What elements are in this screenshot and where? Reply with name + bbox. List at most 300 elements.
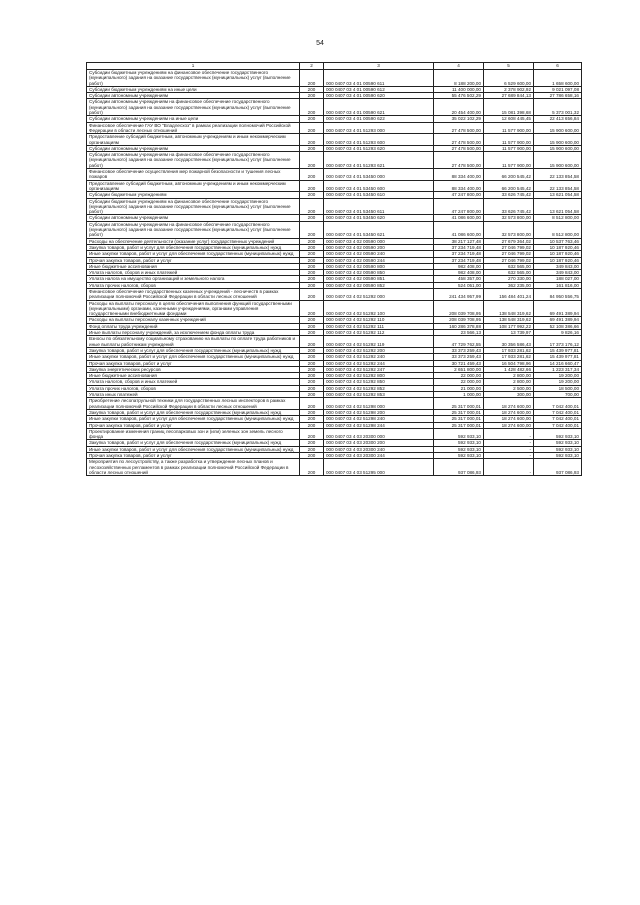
row-approved-amount: 47 729 762,55 [434, 336, 484, 348]
row-budget-code: 000 0407 03 4 02 51292 000 [324, 288, 434, 300]
table-row [87, 459, 582, 476]
row-budget-code: 000 0407 03 4 02 51292 100 [324, 300, 434, 317]
table-row [87, 198, 582, 215]
row-executed-amount: 30 356 586,43 [484, 336, 534, 348]
row-description: Предоставление субсидий бюджетным, автономным учреждениям и иным некоммерческим организациям [87, 134, 300, 146]
row-executed-amount: 18 274 600,00 [484, 416, 534, 422]
row-unexecuted-amount: 13 621 054,58 [534, 192, 582, 198]
row-approved-amount: 25 317 000,01 [434, 398, 484, 410]
column-header: 1 [87, 63, 300, 70]
table-row [87, 366, 582, 372]
row-description: Иные закупки товаров, работ и услуг для обеспечения государственных (муниципальных) нужд [87, 251, 300, 257]
row-approved-amount: 27 478 500,00 [434, 134, 484, 146]
table-row [87, 251, 582, 257]
row-unexecuted-amount: 19 200,00 [534, 373, 582, 379]
row-line-code: 200 [300, 263, 324, 269]
row-line-code: 200 [300, 270, 324, 276]
row-approved-amount: 33 373 259,43 [434, 354, 484, 360]
row-budget-code: 000 0407 03 4 01 53450 621 [324, 221, 434, 238]
row-budget-code: 000 0407 03 4 02 00590 240 [324, 251, 434, 257]
row-unexecuted-amount: 19 200,00 [534, 379, 582, 385]
row-approved-amount: 88 334 400,00 [434, 169, 484, 181]
row-unexecuted-amount: 15 900 600,00 [534, 122, 582, 134]
row-line-code: 200 [300, 122, 324, 134]
row-executed-amount: - [484, 440, 534, 446]
row-unexecuted-amount: 7 042 400,01 [534, 398, 582, 410]
row-unexecuted-amount: 15 900 600,00 [534, 152, 582, 169]
row-budget-code: 000 0407 03 4 01 51293 620 [324, 145, 434, 151]
row-unexecuted-amount: 9 826,16 [534, 330, 582, 336]
row-executed-amount: 27 046 799,02 [484, 244, 534, 250]
row-unexecuted-amount: 937 086,93 [534, 459, 582, 476]
row-line-code: 200 [300, 323, 324, 329]
row-budget-code: 000 0407 03 4 01 00590 611 [324, 70, 434, 87]
row-executed-amount: 6 529 600,00 [484, 70, 534, 87]
row-budget-code: 000 0407 03 4 02 51292 111 [324, 323, 434, 329]
row-executed-amount: 2 378 902,92 [484, 86, 534, 92]
row-executed-amount: 300,00 [484, 392, 534, 398]
row-unexecuted-amount: 161 816,00 [534, 282, 582, 288]
row-description: Прочая закупка товаров, работ и услуг [87, 257, 300, 263]
row-executed-amount: 33 626 745,42 [484, 198, 534, 215]
table-row [87, 152, 582, 169]
row-description: Предоставление субсидий бюджетным, автономным учреждениям и иным некоммерческим организациям [87, 180, 300, 192]
row-executed-amount: 632 565,00 [484, 270, 534, 276]
row-executed-amount: 2 800,00 [484, 373, 534, 379]
row-budget-code: 000 0407 03 4 02 51292 110 [324, 317, 434, 323]
table-row [87, 122, 582, 134]
row-budget-code: 000 0407 03 4 02 51298 244 [324, 422, 434, 428]
table-row [87, 70, 582, 87]
row-budget-code: 000 0407 03 4 02 51292 119 [324, 336, 434, 348]
row-line-code: 200 [300, 366, 324, 372]
row-executed-amount: 12 608 445,45 [484, 116, 534, 122]
row-description: Приобретение лесопатрульной техники для государственных лесных инспекторов в рамках реализации полномочий Российской Федерации в области лесных отношений [87, 398, 300, 410]
row-line-code: 200 [300, 244, 324, 250]
row-unexecuted-amount: 14 216 660,47 [534, 360, 582, 366]
row-unexecuted-amount: 188 027,00 [534, 276, 582, 282]
row-executed-amount: 15 081 398,68 [484, 99, 534, 116]
row-budget-code: 000 0407 03 4 02 00590 850 [324, 270, 434, 276]
row-description: Закупка энергетических ресурсов [87, 366, 300, 372]
table-row [87, 221, 582, 238]
row-unexecuted-amount: 5 373 001,32 [534, 99, 582, 116]
row-executed-amount: 108 177 992,22 [484, 323, 534, 329]
table-row [87, 428, 582, 440]
table-row [87, 244, 582, 250]
row-description: Закупка товаров, работ и услуг для обеспечения государственных (муниципальных) нужд [87, 347, 300, 353]
row-approved-amount: 458 357,00 [434, 276, 484, 282]
row-description: Финансовое обеспечение ГАУ ВО "Владлесхоз" в рамках реализации полномочий Российской Федерации в области лесных отношений [87, 122, 300, 134]
row-line-code: 200 [300, 300, 324, 317]
column-header: 5 [484, 63, 534, 70]
row-executed-amount: 11 577 900,00 [484, 134, 534, 146]
row-unexecuted-amount: 700,00 [534, 392, 582, 398]
row-executed-amount: 27 046 799,02 [484, 257, 534, 263]
row-description: Субсидии бюджетным учреждениям [87, 192, 300, 198]
table-row [87, 192, 582, 198]
row-line-code: 200 [300, 198, 324, 215]
row-unexecuted-amount: 69 491 389,94 [534, 300, 582, 317]
row-description: Прочая закупка товаров, работ и услуг [87, 360, 300, 366]
row-description: Субсидии бюджетным учреждениям на иные цели [87, 86, 300, 92]
row-executed-amount: 632 565,00 [484, 263, 534, 269]
row-approved-amount: 47 247 800,00 [434, 192, 484, 198]
table-row [87, 215, 582, 221]
row-approved-amount: 47 247 800,00 [434, 198, 484, 215]
row-description: Прочая закупка товаров, работ и услуг [87, 422, 300, 428]
row-budget-code: 000 0407 03 4 01 53450 000 [324, 169, 434, 181]
row-budget-code: 000 0407 03 4 02 51298 000 [324, 398, 434, 410]
row-budget-code: 000 0407 03 4 02 51292 247 [324, 366, 434, 372]
row-unexecuted-amount: 592 933,10 [534, 440, 582, 446]
row-line-code: 200 [300, 251, 324, 257]
row-budget-code: 000 0407 03 4 01 00590 622 [324, 116, 434, 122]
row-approved-amount: 25 317 000,01 [434, 422, 484, 428]
row-approved-amount: 37 234 719,48 [434, 244, 484, 250]
row-description: Уплата налогов, сборов и иных платежей [87, 270, 300, 276]
column-header: 4 [434, 63, 484, 70]
row-description: Субсидии автономным учреждениям [87, 145, 300, 151]
row-description: Субсидии автономным учреждениям на финансовое обеспечение государственного (муниципального) задания на оказание государственных (муниципальных) услуг (выполнение работ) [87, 221, 300, 238]
row-description: Закупка товаров, работ и услуг для обеспечения государственных (муниципальных) нужд [87, 409, 300, 415]
row-executed-amount: 17 933 281,62 [484, 354, 534, 360]
row-executed-amount: 18 274 600,00 [484, 422, 534, 428]
column-number-header [87, 63, 582, 70]
row-line-code: 200 [300, 354, 324, 360]
row-executed-amount: 138 548 319,62 [484, 300, 534, 317]
row-approved-amount: 2 651 800,00 [434, 366, 484, 372]
row-description: Прочая закупка товаров, работ и услуг [87, 453, 300, 459]
row-budget-code: 000 0407 03 4 02 51292 852 [324, 385, 434, 391]
row-approved-amount: 592 933,10 [434, 453, 484, 459]
table-row [87, 99, 582, 116]
row-approved-amount: 27 478 500,00 [434, 152, 484, 169]
row-description: Субсидии бюджетным учреждениям на финансовое обеспечение государственного (муниципального) задания на оказание государственных (муниципальных) услуг (выполнение работ) [87, 70, 300, 87]
table-row [87, 238, 582, 244]
row-approved-amount: 982 408,00 [434, 263, 484, 269]
row-line-code: 200 [300, 422, 324, 428]
row-approved-amount: 35 022 102,29 [434, 116, 484, 122]
row-unexecuted-amount: 15 439 977,81 [534, 354, 582, 360]
table-row [87, 169, 582, 181]
row-budget-code: 000 0407 03 4 01 00590 612 [324, 86, 434, 92]
row-line-code: 200 [300, 392, 324, 398]
row-description: Закупка товаров, работ и услуг для обеспечения государственных (муниципальных) нужд [87, 244, 300, 250]
row-approved-amount: 30 721 459,43 [434, 360, 484, 366]
row-unexecuted-amount: 10 187 920,46 [534, 257, 582, 263]
row-description: Иные закупки товаров, работ и услуг для обеспечения государственных (муниципальных) нужд [87, 446, 300, 452]
row-executed-amount: - [484, 459, 534, 476]
row-description: Финансовое обеспечение осуществления мер пожарной безопасности и тушения лесных пожаров [87, 169, 300, 181]
table-row [87, 180, 582, 192]
row-budget-code: 000 0407 03 4 03 20300 240 [324, 446, 434, 452]
row-budget-code: 000 0407 03 4 02 51292 112 [324, 330, 434, 336]
row-budget-code: 000 0407 03 4 02 00590 852 [324, 282, 434, 288]
row-unexecuted-amount: 18 500,00 [534, 385, 582, 391]
row-unexecuted-amount: 349 843,00 [534, 263, 582, 269]
row-approved-amount: 41 086 600,00 [434, 221, 484, 238]
row-description: Иные выплаты персоналу учреждений, за исключением фонда оплаты труда [87, 330, 300, 336]
row-line-code: 200 [300, 385, 324, 391]
row-executed-amount: 2 800,00 [484, 379, 534, 385]
row-unexecuted-amount: 13 621 054,58 [534, 198, 582, 215]
row-executed-amount: - [484, 446, 534, 452]
row-line-code: 200 [300, 93, 324, 99]
row-description: Субсидии автономным учреждениям на финансовое обеспечение государственного (муниципального) задания на оказание государственных (муниципальных) услуг (выполнение работ) [87, 152, 300, 169]
row-line-code: 200 [300, 116, 324, 122]
row-budget-code: 000 0407 03 4 01 53450 610 [324, 192, 434, 198]
row-description: Закупка товаров, работ и услуг для обеспечения государственных (муниципальных) нужд [87, 440, 300, 446]
row-approved-amount: 524 051,00 [434, 282, 484, 288]
row-description: Иные бюджетные ассигнования [87, 263, 300, 269]
column-header: 2 [300, 63, 324, 70]
row-unexecuted-amount: 22 133 854,58 [534, 180, 582, 192]
row-description: Субсидии бюджетным учреждениям на финансовое обеспечение государственного (муниципального) задания на оказание государственных (муниципальных) услуг (выполнение работ) [87, 198, 300, 215]
row-unexecuted-amount: 8 512 800,00 [534, 215, 582, 221]
row-budget-code: 000 0407 03 4 01 53450 620 [324, 215, 434, 221]
table-row [87, 300, 582, 317]
row-description: Взносы по обязательному социальному страхованию на выплаты по оплате труда работников и иные выплаты работникам учреждений [87, 336, 300, 348]
row-description: Уплата налогов, сборов и иных платежей [87, 379, 300, 385]
row-line-code: 200 [300, 336, 324, 348]
row-line-code: 200 [300, 428, 324, 440]
row-budget-code: 000 0407 03 4 01 00590 621 [324, 99, 434, 116]
row-approved-amount: 23 566,13 [434, 330, 484, 336]
row-approved-amount: 41 086 600,00 [434, 215, 484, 221]
row-approved-amount: 937 086,93 [434, 459, 484, 476]
row-budget-code: 000 0407 03 4 03 20300 200 [324, 440, 434, 446]
row-line-code: 200 [300, 145, 324, 151]
row-budget-code: 000 0407 03 4 02 51298 200 [324, 409, 434, 415]
row-executed-amount: 156 484 401,24 [484, 288, 534, 300]
row-budget-code: 000 0407 03 4 03 20300 244 [324, 453, 434, 459]
table-row [87, 347, 582, 353]
row-line-code: 200 [300, 152, 324, 169]
row-executed-amount: 33 626 745,42 [484, 192, 534, 198]
row-budget-code: 000 0407 03 4 02 51292 200 [324, 347, 434, 353]
row-unexecuted-amount: 7 042 400,01 [534, 409, 582, 415]
row-unexecuted-amount: 1 223 317,34 [534, 366, 582, 372]
row-approved-amount: 241 434 957,99 [434, 288, 484, 300]
row-approved-amount: 38 217 127,48 [434, 238, 484, 244]
table-row [87, 86, 582, 92]
row-line-code: 200 [300, 446, 324, 452]
table-row [87, 270, 582, 276]
row-approved-amount: 27 478 500,00 [434, 122, 484, 134]
row-approved-amount: 27 478 500,00 [434, 145, 484, 151]
row-description: Уплата прочих налогов, сборов [87, 282, 300, 288]
row-description: Мероприятия по лесоустройству, а также разработка и утверждение лесных планов и лесохозяйственных регламентов в рамках реализации полномочий Российской Федерации в области лесных отношений [87, 459, 300, 476]
row-unexecuted-amount: 52 108 386,66 [534, 323, 582, 329]
row-executed-amount: - [484, 453, 534, 459]
row-line-code: 200 [300, 192, 324, 198]
row-description: Уплата иных платежей [87, 392, 300, 398]
row-unexecuted-amount: 15 439 977,81 [534, 347, 582, 353]
row-unexecuted-amount: 22 133 854,58 [534, 169, 582, 181]
row-budget-code: 000 0407 03 4 03 51295 000 [324, 459, 434, 476]
table-row [87, 354, 582, 360]
row-unexecuted-amount: 17 373 176,12 [534, 336, 582, 348]
row-budget-code: 000 0407 03 4 01 53450 600 [324, 180, 434, 192]
row-budget-code: 000 0407 03 4 01 53450 611 [324, 198, 434, 215]
row-approved-amount: 208 039 708,95 [434, 300, 484, 317]
row-executed-amount: 11 577 900,00 [484, 152, 534, 169]
row-line-code: 200 [300, 416, 324, 422]
table-row [87, 360, 582, 366]
row-approved-amount: 22 000,00 [434, 379, 484, 385]
row-line-code: 200 [300, 409, 324, 415]
table-row [87, 276, 582, 282]
table-row [87, 409, 582, 415]
row-budget-code: 000 0407 03 4 02 00590 244 [324, 257, 434, 263]
row-budget-code: 000 0407 03 4 01 51293 600 [324, 134, 434, 146]
table-row [87, 416, 582, 422]
row-approved-amount: 88 334 400,00 [434, 180, 484, 192]
row-description: Субсидии автономным учреждениям [87, 215, 300, 221]
row-executed-amount: 138 548 319,62 [484, 317, 534, 323]
row-executed-amount: 13 739,97 [484, 330, 534, 336]
row-budget-code: 000 0407 03 4 02 51292 240 [324, 354, 434, 360]
row-approved-amount: 25 317 000,01 [434, 409, 484, 415]
row-approved-amount: 160 286 378,88 [434, 323, 484, 329]
row-line-code: 200 [300, 169, 324, 181]
row-description: Проектирование изменения границ лесопарковых зон и (или) зеленых зон земель лесного фонда [87, 428, 300, 440]
column-header: 6 [534, 63, 582, 70]
table-row [87, 317, 582, 323]
row-executed-amount: 1 428 482,66 [484, 366, 534, 372]
row-description: Расходы на выплаты персоналу в целях обеспечения выполнения функций государственными (муниципальными) органами, казенными учреждениями, органами управления государственными внебюджетными фондами [87, 300, 300, 317]
table-row [87, 422, 582, 428]
row-approved-amount: 55 476 502,29 [434, 93, 484, 99]
row-description: Иные бюджетные ассигнования [87, 373, 300, 379]
table-row [87, 398, 582, 410]
row-unexecuted-amount: 15 900 600,00 [534, 134, 582, 146]
row-budget-code: 000 0407 03 4 01 51293 000 [324, 122, 434, 134]
row-line-code: 200 [300, 86, 324, 92]
row-line-code: 200 [300, 180, 324, 192]
row-description: Финансовое обеспечение государственных казенных учреждений - лесничеств в рамках реализации полномочий Российской Федерации в области лесных отношений [87, 288, 300, 300]
row-description: Фонд оплаты труда учреждений [87, 323, 300, 329]
row-unexecuted-amount: 10 537 763,46 [534, 238, 582, 244]
row-line-code: 200 [300, 459, 324, 476]
row-description: Субсидии автономным учреждениям на финансовое обеспечение государственного (муниципального) задания на оказание государственных (муниципальных) услуг (выполнение работ) [87, 99, 300, 116]
row-approved-amount: 25 317 000,01 [434, 416, 484, 422]
table-row [87, 93, 582, 99]
row-line-code: 200 [300, 276, 324, 282]
row-executed-amount: 27 046 799,02 [484, 251, 534, 257]
row-approved-amount: 1 000,00 [434, 392, 484, 398]
table-row [87, 145, 582, 151]
row-approved-amount: 982 408,00 [434, 270, 484, 276]
table-row [87, 336, 582, 348]
row-budget-code: 000 0407 03 4 02 51292 800 [324, 373, 434, 379]
row-executed-amount: 18 274 600,00 [484, 409, 534, 415]
row-executed-amount: 18 274 600,00 [484, 398, 534, 410]
row-line-code: 200 [300, 70, 324, 87]
row-description: Расходы на обеспечение деятельности (оказание услуг) государственных учреждений [87, 238, 300, 244]
table-row [87, 134, 582, 146]
row-unexecuted-amount: 592 933,10 [534, 453, 582, 459]
row-line-code: 200 [300, 215, 324, 221]
row-approved-amount: 592 933,10 [434, 440, 484, 446]
row-executed-amount: 32 573 800,00 [484, 221, 534, 238]
row-description: Субсидии автономным учреждениям на иные цели [87, 116, 300, 122]
row-description: Расходы на выплаты персоналу казенных учреждений [87, 317, 300, 323]
row-executed-amount: 2 500,00 [484, 385, 534, 391]
row-line-code: 200 [300, 257, 324, 263]
row-line-code: 200 [300, 317, 324, 323]
row-unexecuted-amount: 9 021 097,08 [534, 86, 582, 92]
row-description: Уплата прочих налогов, сборов [87, 385, 300, 391]
row-unexecuted-amount: 84 950 556,75 [534, 288, 582, 300]
row-unexecuted-amount: 592 933,10 [534, 446, 582, 452]
row-line-code: 200 [300, 288, 324, 300]
table-row [87, 288, 582, 300]
row-line-code: 200 [300, 379, 324, 385]
row-budget-code: 000 0407 03 4 03 20300 000 [324, 428, 434, 440]
row-unexecuted-amount: 22 413 656,84 [534, 116, 582, 122]
budget-table [86, 62, 582, 476]
page-number: 54 [316, 40, 324, 47]
row-approved-amount: 208 039 708,95 [434, 317, 484, 323]
row-approved-amount: 11 400 000,00 [434, 86, 484, 92]
row-line-code: 200 [300, 373, 324, 379]
row-line-code: 200 [300, 440, 324, 446]
row-approved-amount: 8 188 200,00 [434, 70, 484, 87]
row-approved-amount: 21 000,00 [434, 385, 484, 391]
row-budget-code: 000 0407 03 4 02 00590 000 [324, 238, 434, 244]
row-description: Уплата налога на имущество организаций и земельного налога [87, 276, 300, 282]
row-line-code: 200 [300, 238, 324, 244]
row-unexecuted-amount: 8 512 800,00 [534, 221, 582, 238]
row-unexecuted-amount: 69 491 389,94 [534, 317, 582, 323]
row-description: Иные закупки товаров, работ и услуг для обеспечения государственных (муниципальных) нужд [87, 416, 300, 422]
row-executed-amount: - [484, 428, 534, 440]
row-executed-amount: 17 933 281,62 [484, 347, 534, 353]
row-line-code: 200 [300, 347, 324, 353]
row-unexecuted-amount: 7 042 400,01 [534, 422, 582, 428]
row-executed-amount: 32 573 800,00 [484, 215, 534, 221]
row-unexecuted-amount: 10 187 920,46 [534, 251, 582, 257]
row-budget-code: 000 0407 03 4 01 00590 620 [324, 93, 434, 99]
row-executed-amount: 27 689 844,13 [484, 93, 534, 99]
row-budget-code: 000 0407 03 4 02 00590 851 [324, 276, 434, 282]
row-budget-code: 000 0407 03 4 02 51292 244 [324, 360, 434, 366]
row-line-code: 200 [300, 99, 324, 116]
row-budget-code: 000 0407 03 4 02 00590 800 [324, 263, 434, 269]
row-budget-code: 000 0407 03 4 02 51298 240 [324, 416, 434, 422]
row-line-code: 200 [300, 221, 324, 238]
row-approved-amount: 37 234 719,48 [434, 251, 484, 257]
row-unexecuted-amount: 1 658 600,00 [534, 70, 582, 87]
row-line-code: 200 [300, 360, 324, 366]
row-executed-amount: 66 200 545,42 [484, 180, 534, 192]
table-row [87, 116, 582, 122]
row-description: Иные закупки товаров, работ и услуг для обеспечения государственных (муниципальных) нужд [87, 354, 300, 360]
row-budget-code: 000 0407 03 4 02 51292 850 [324, 379, 434, 385]
row-executed-amount: 66 200 545,42 [484, 169, 534, 181]
row-budget-code: 000 0407 03 4 02 51292 853 [324, 392, 434, 398]
row-executed-amount: 11 577 900,00 [484, 122, 534, 134]
row-unexecuted-amount: 7 042 400,01 [534, 416, 582, 422]
row-executed-amount: 27 679 364,02 [484, 238, 534, 244]
table-row [87, 257, 582, 263]
row-approved-amount: 33 373 259,43 [434, 347, 484, 353]
row-unexecuted-amount: 10 187 920,46 [534, 244, 582, 250]
row-budget-code: 000 0407 03 4 02 00590 200 [324, 244, 434, 250]
row-approved-amount: 20 454 400,00 [434, 99, 484, 116]
